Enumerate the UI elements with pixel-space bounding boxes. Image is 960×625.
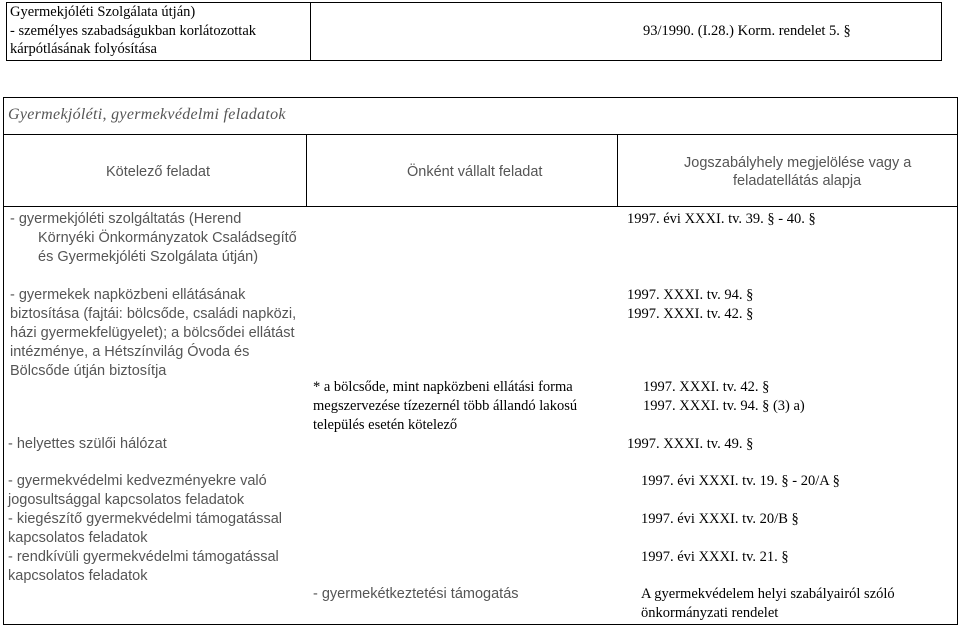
main-table-border-right — [957, 97, 958, 625]
main-table-border-left — [3, 97, 4, 625]
header-divider-2 — [617, 134, 618, 206]
row3-text-1: * a bölcsőde, mint napközbeni ellátási forma — [313, 379, 573, 395]
row2-reference-2: 1997. XXXI. tv. 42. § — [627, 306, 754, 322]
row5-b-text-1: - kiegészítő gyermekvédelmi támogatással — [8, 511, 283, 527]
row5-b-text-2: kapcsolatos feladatok — [8, 530, 148, 546]
header-kotelezo: Kötelező feladat — [106, 164, 210, 180]
header-divider-1 — [306, 134, 307, 206]
row6-reference-1: A gyermekvédelem helyi szabályairól szóló — [641, 586, 895, 602]
top-table-border-bottom — [6, 60, 942, 61]
row4-reference: 1997. XXXI. tv. 49. § — [627, 436, 754, 452]
row6-text: - gyermekétkeztetési támogatás — [313, 586, 519, 602]
top-table-divider — [310, 2, 311, 60]
row3-text-2: megszervezése tízezernél több állandó lakosú — [313, 398, 578, 414]
title-row-bottom — [3, 134, 958, 135]
row5-a-text-2: jogosultsággal kapcsolatos feladatok — [8, 492, 245, 508]
row5-c-text-1: - rendkívüli gyermekvédelmi támogatással — [8, 549, 279, 565]
main-table-border-top — [3, 97, 958, 98]
row1-text-3: és Gyermekjóléti Szolgálata útján) — [38, 249, 259, 265]
top-table-border-left — [6, 2, 7, 60]
row1-reference: 1997. évi XXXI. tv. 39. § - 40. § — [627, 211, 816, 227]
row4-text: - helyettes szülői hálózat — [8, 436, 167, 452]
top-left-line-1: Gyermekjóléti Szolgálata útján) — [10, 4, 196, 20]
top-left-line-3: kárpótlásának folyósítása — [10, 41, 157, 57]
row5-c-text-2: kapcsolatos feladatok — [8, 568, 148, 584]
row2-text-4: intézménye, a Hétszínvilág Óvoda és — [10, 344, 250, 360]
header-row-bottom — [3, 206, 958, 207]
row2-text-2: biztosítása (fajtái: bölcsőde, családi napközi, — [10, 306, 297, 322]
header-jogszabaly-line-2: feladatellátás alapja — [733, 173, 862, 189]
top-left-line-2: - személyes szabadságukban korlátozottak — [10, 23, 257, 39]
row2-text-1: - gyermekek napközbeni ellátásának — [10, 287, 246, 303]
header-onkent: Önként vállalt feladat — [407, 164, 543, 180]
row3-text-3: település esetén kötelező — [313, 417, 458, 433]
top-right-reference: 93/1990. (I.28.) Korm. rendelet 5. § — [643, 23, 851, 39]
row5-reference-2: 1997. évi XXXI. tv. 20/B § — [641, 511, 799, 527]
row2-text-5: Bölcsőde útján biztosítja — [10, 363, 167, 379]
row1-text-1: - gyermekjóléti szolgáltatás (Herend — [10, 211, 242, 227]
section-title: Gyermekjóléti, gyermekvédelmi feladatok — [8, 106, 286, 123]
row5-a-text-1: - gyermekvédelmi kedvezményekre való — [8, 473, 267, 489]
header-jogszabaly-line-1: Jogszabályhely megjelölése vagy a — [684, 155, 912, 171]
row5-reference-3: 1997. évi XXXI. tv. 21. § — [641, 549, 789, 565]
row2-text-3: házi gyermekfelügyelet); a bölcsődei ellátást — [10, 325, 295, 341]
top-table-border-right — [941, 2, 942, 60]
row1-text-2: Környéki Önkormányzatok Családsegítő — [38, 230, 297, 246]
row2-reference-1: 1997. XXXI. tv. 94. § — [627, 287, 754, 303]
row3-reference-2: 1997. XXXI. tv. 94. § (3) a) — [643, 398, 805, 414]
row6-reference-2: önkormányzati rendelet — [641, 605, 779, 621]
row3-reference-1: 1997. XXXI. tv. 42. § — [643, 379, 770, 395]
row5-reference-1: 1997. évi XXXI. tv. 19. § - 20/A § — [641, 473, 840, 489]
